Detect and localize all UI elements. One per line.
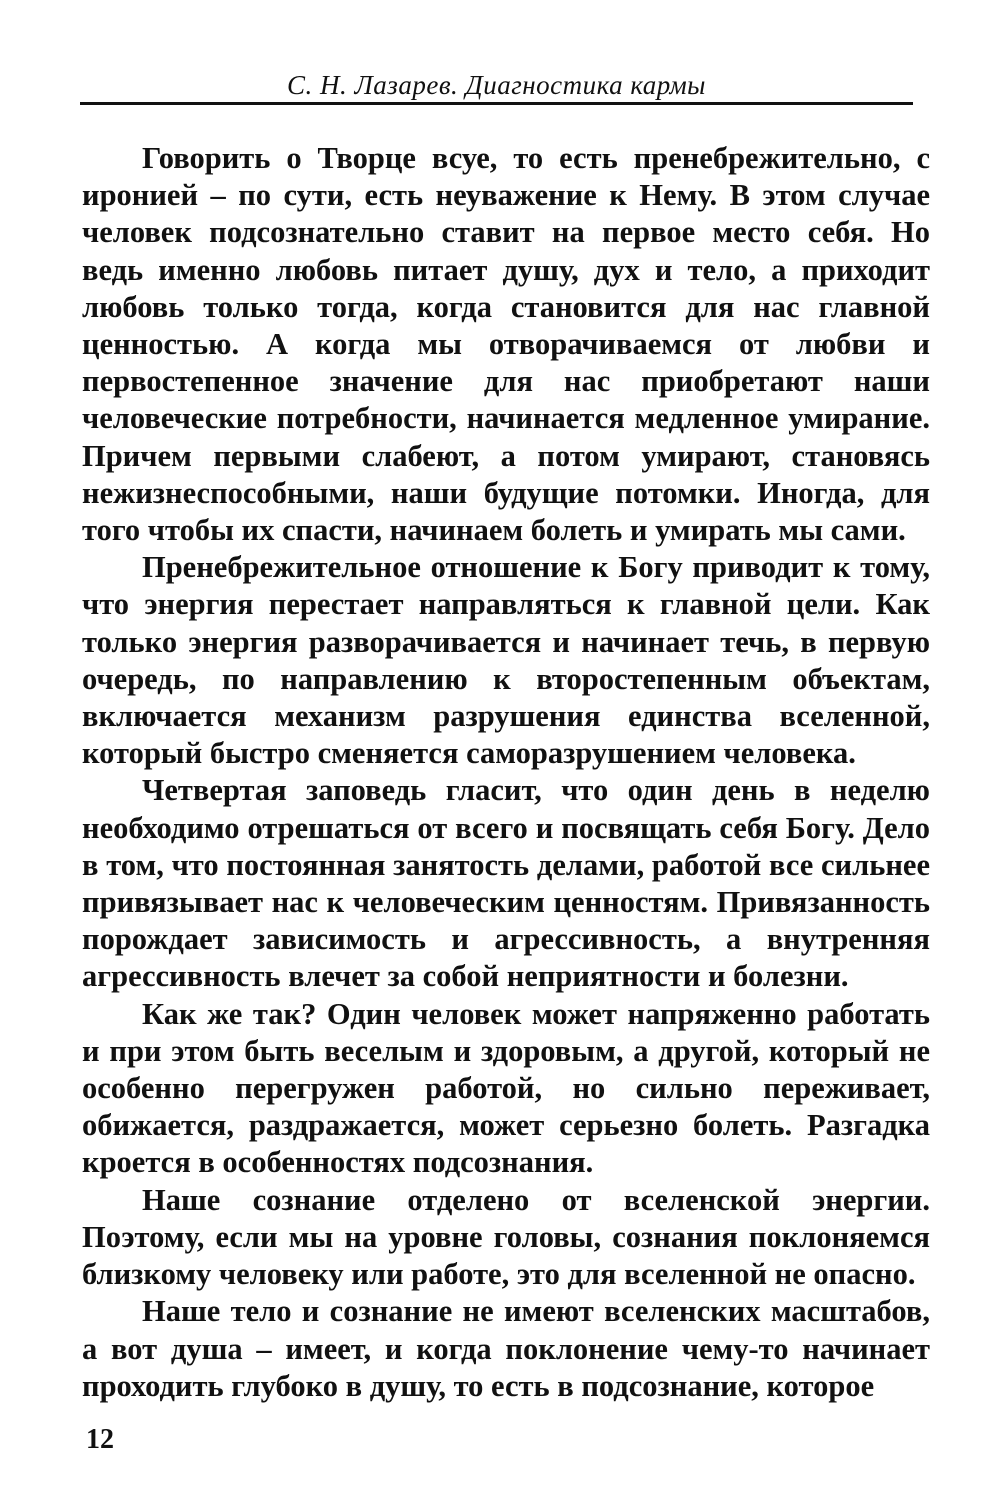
paragraph-3: Четвертая заповедь гласит, что один день в неделю необходимо отрешаться от всего и посвящать себя Богу. Дело в том, что постоянная занятость делами, работой все сильнее привязывает нас к человеческим ценностям. Привязанность порождает зависимость и агрессивность, а внутренняя агрессивность влечет за собой неприятности и болезни. <box>82 773 930 994</box>
running-header: С. Н. Лазарев. Диагностика кармы <box>287 70 706 100</box>
paragraph-2: Пренебрежительное отношение к Богу приводит к тому, что энергия перестает направляться к главной цели. Как только энергия разворачивается и начинает течь, в первую очередь, по направлению к второстепенным объектам, включается механизм разрушения единства вселенной, который быстро сменяется саморазрушением человека. <box>82 550 930 771</box>
paragraph-1: Говорить о Творце всуе, то есть пренебрежительно, с иронией – по сути, есть неуважение к Нему. В этом случае человек подсознательно ставит на первое место себя. Но ведь именно любовь питает душу, дух и тело, а приходит любовь только тогда, когда становится для нас главной ценностью. А когда мы отворачиваемся от любви и первостепенное значение для нас приобретают наши человеческие потребности, начинается медленное умирание. Причем первыми слабеют, а потом умирают, становясь нежизнеспособными, наши будущие потомки. Иногда, для того чтобы их спасти, начинаем болеть и умирать мы сами. <box>82 141 930 548</box>
paragraph-5: Наше сознание отделено от вселенской энергии. Поэтому, если мы на уровне головы, сознания поклоняемся близкому человеку или работе, это для вселенной не опасно. <box>82 1182 930 1292</box>
header-rule <box>80 102 913 105</box>
paragraph-6: Наше тело и сознание не имеют вселенских масштабов, а вот душа – имеет, и когда поклонение чему-то начинает проходить глубоко в душу, то есть в подсознание, которое <box>82 1294 930 1403</box>
page-number: 12 <box>86 1424 114 1455</box>
paragraph-4: Как же так? Один человек может напряженно работать и при этом быть веселым и здоровым, а другой, который не особенно перегружен работой, но сильно переживает, обижается, раздражается, может серьезно болеть. Разгадка кроется в особенностях подсознания. <box>82 996 930 1180</box>
body-text <box>82 140 930 1405</box>
